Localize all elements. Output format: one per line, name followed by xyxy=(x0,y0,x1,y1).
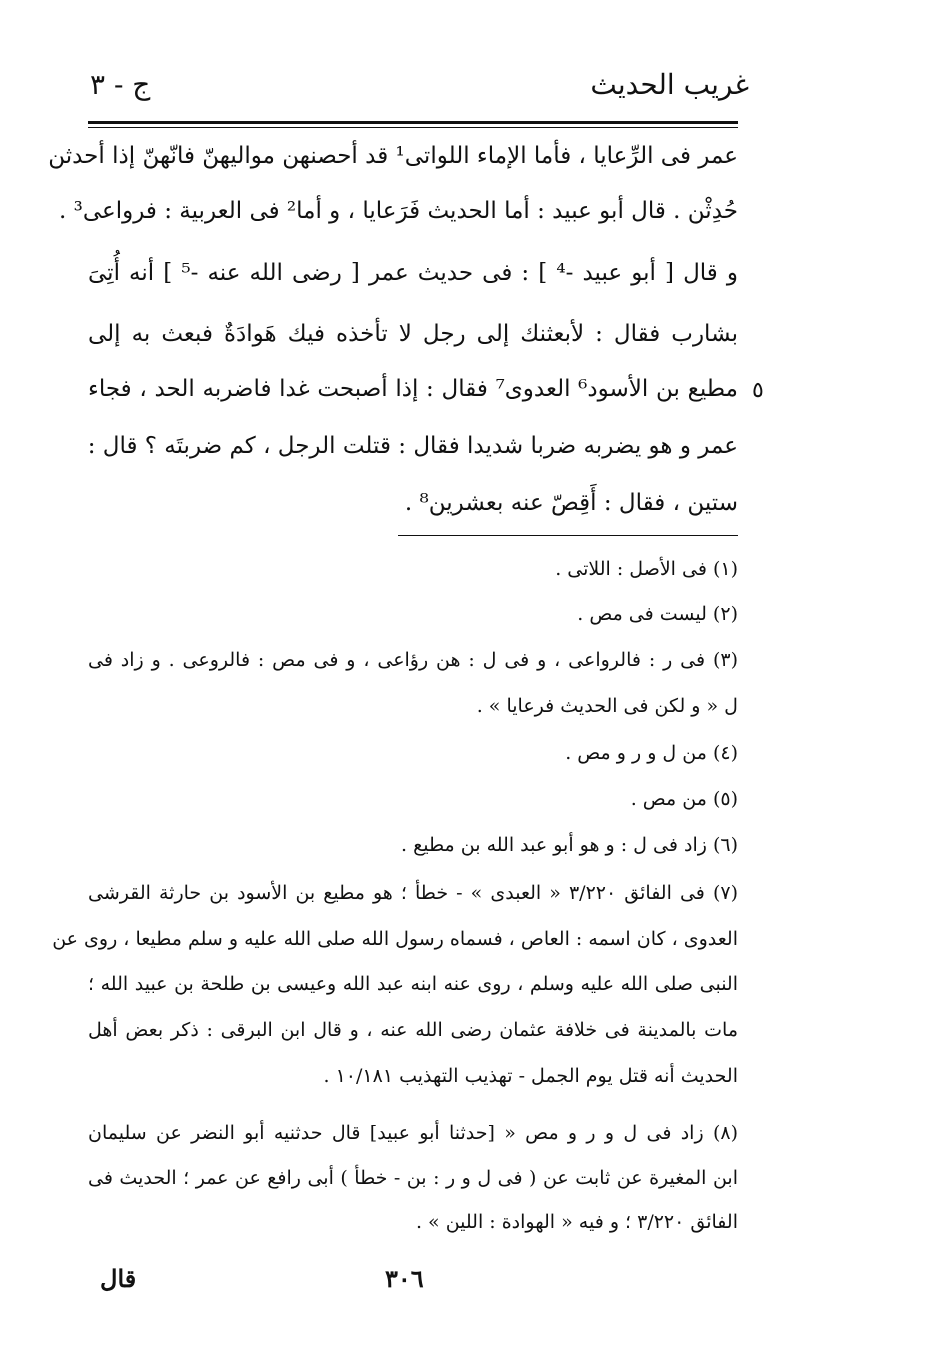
footnote-line: (٨) زاد فى ل و ر و مص « [حدثنا أبو عبيد] قال حدثنيه أبو النضر عن سليمان xyxy=(88,1122,738,1144)
line-number-marker: ٥ xyxy=(752,378,764,403)
body-line: عمر و هو يضربه ضربا شديدا فقال : قتلت الرجل ، كم ضربتَه ؟ قال : xyxy=(87,433,738,459)
footnote-line: (٥) من مص . xyxy=(630,788,738,810)
footnote-line: (٧) فى الفائق ٣/٢٢٠ « العبدى » - خطأ ؛ هو مطيع بن الأسود بن حارثة القرشى xyxy=(88,882,738,904)
footnote-line: (٣) فى ر : فالرواعى ، و فى ل : هن رؤاعى ، و فى مص : فالروعى . و زاد فى xyxy=(88,649,738,671)
body-line: ستين ، فقال : أَقِصّ عنه بعشرين⁸ . xyxy=(404,490,738,516)
running-title: غريب الحديث xyxy=(590,68,749,101)
body-line: عمر فى الرِّعايا ، فأما الإماء اللواتى¹ قد أحصنهن مواليهنّ فانّهنّ إذا أحدثن xyxy=(48,143,738,169)
header-rule-thin xyxy=(88,127,738,128)
page-number: ٣٠٦ xyxy=(385,1264,424,1293)
footnote-line: ل « و لكن فى الحديث فرعايا » . xyxy=(476,695,738,717)
footnote-line: مات بالمدينة فى خلافة عثمان رضى الله عنه ، و قال ابن البرقى : ذكر بعض أهل xyxy=(88,1019,738,1041)
footnote-line: الحديث أنه قتل يوم الجمل - تهذيب التهذيب ١٠/١٨١ . xyxy=(323,1065,738,1087)
catchword: قال xyxy=(100,1264,137,1293)
body-line: مطيع بن الأسود⁶ العدوى⁷ فقال : إذا أصبحت غدا فاضربه الحد ، فجاء xyxy=(88,376,738,402)
footnote-line: النبى صلى الله عليه وسلم ، روى عنه ابنه عبد الله وعيسى بن طلحة بن عبيد الله ؛ xyxy=(88,973,738,995)
body-line: حُدِثْن . قال أبو عبيد : أما الحديث فَرَعايا ، و أما² فى العربية : فرواعى³ . xyxy=(58,198,738,224)
footnote-line: (٤) من ل و ر و مص . xyxy=(565,742,738,764)
footnote-line: (٢) ليست فى مص . xyxy=(577,603,738,625)
header-rule xyxy=(88,121,738,124)
body-line: و قال [ أبو عبيد -⁴ ] : فى حديث عمر [ رضى الله عنه -⁵ ] أنه أُتِىَ xyxy=(88,260,738,286)
footnote-line: العدوى ، كان اسمه : العاص ، فسماه رسول الله صلى الله عليه و سلم مطيعا ، روى عن xyxy=(52,928,738,950)
footnote-line: ابن المغيرة عن ثابت عن ( فى ل و ر : بن - خطأ ) أبى رافع عن عمر ؛ الحديث فى xyxy=(88,1167,738,1189)
footnote-line: (١) فى الأصل : اللاتى . xyxy=(555,558,738,580)
footnote-line: (٦) زاد فى ل : و هو أبو عبد الله بن مطيع . xyxy=(401,834,738,856)
footnote-line: الفائق ٣/٢٢٠ ؛ و فيه « الهوادة : اللين » . xyxy=(415,1211,738,1233)
volume-indicator: ج - ٣ xyxy=(90,68,151,101)
body-line: بشارب فقال : لأبعثنك إلى رجل لا تأخذه فيك هَوادَةٌ فبعث به إلى xyxy=(88,321,738,347)
footnote-separator xyxy=(398,535,738,536)
